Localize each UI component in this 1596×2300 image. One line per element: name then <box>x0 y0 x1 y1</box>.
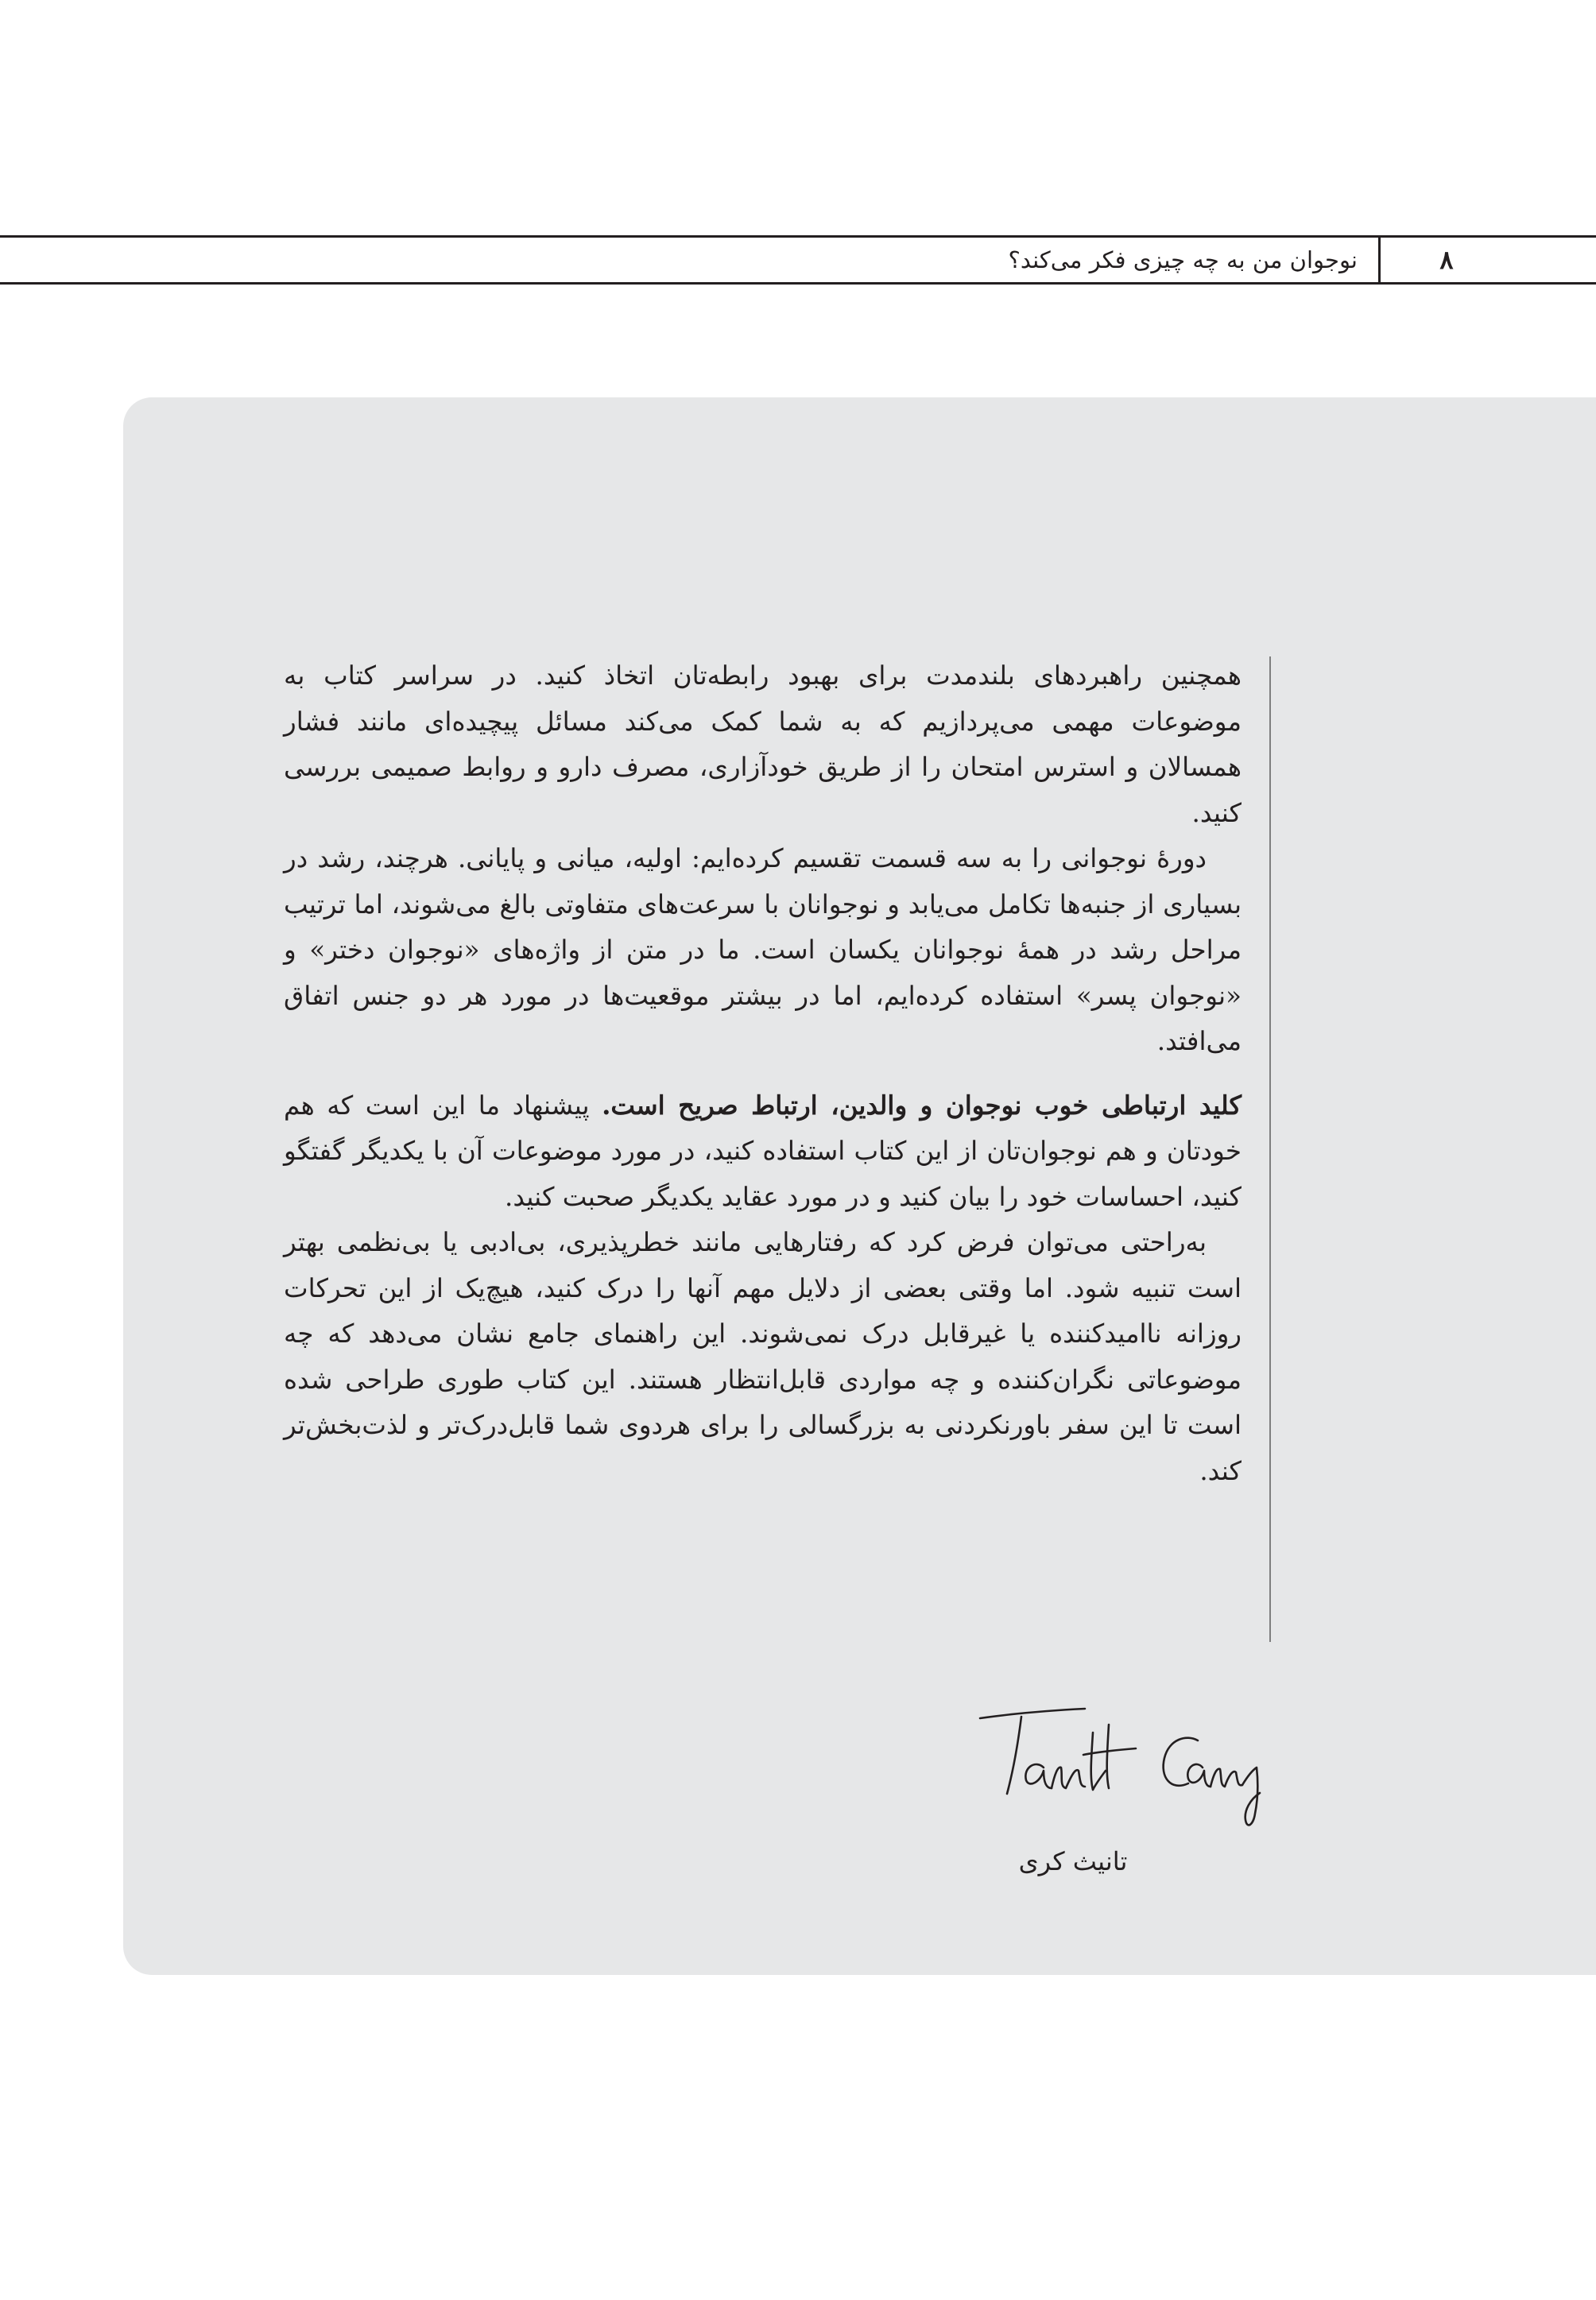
paragraph-2: دورهٔ نوجوانی را به سه قسمت تقسیم کرده‌ایم: اولیه، میانی و پایانی. هرچند، رشد در بسیاری از جنبه‌ها تکامل می‌یابد و نوجوانان با سرعت‌های متفاوتی بالغ می‌شوند، اما ترتیب مراحل رشد در همهٔ نوجوانان یکسان است. ما در متن از واژه‌های «نوجوان دختر» و «نوجوان پسر» استفاده کرده‌ایم، اما در بیشتر موقعیت‌ها در مورد هر دو جنس اتفاق می‌افتد. <box>284 843 1242 1056</box>
header-divider <box>1378 238 1381 282</box>
author-name: تانیث کری <box>1018 1846 1128 1876</box>
running-header-title: نوجوان من به چه چیزی فکر می‌کند؟ <box>1008 246 1358 273</box>
paragraph-1: همچنین راهبردهای بلندمدت برای بهبود رابطه‌تان اتخاذ کنید. در سراسر کتاب به موضوعات مهمی می‌پردازیم که به شما کمک می‌کند مسائل پیچیده‌ای مانند فشار همسالان و استرس امتحان را از طریق خودآزاری، مصرف دارو و روابط صمیمی بررسی کنید. <box>284 660 1242 828</box>
paragraph-3-body: پیشنهاد ما این است که هم خودتان و هم نوجوان‌تان از این کتاب استفاده کنید، در مورد موضوعات آن با یکدیگر گفتگو کنید، احساسات خود را بیان کنید و در مورد عقاید یکدیگر صحبت کنید. <box>284 1090 1242 1212</box>
paragraph-4: به‌راحتی می‌توان فرض کرد که رفتارهایی مانند خطرپذیری، بی‌ادبی یا بی‌نظمی بهتر است تنبیه شود. اما وقتی بعضی از دلایل مهم آنها را درک کنید، هیچ‌یک از این تحرکات روزانه ناامیدکننده یا غیرقابل درک نمی‌شوند. این راهنمای جامع نشان می‌دهد که چه موضوعاتی نگران‌کننده و چه مواردی قابل‌انتظار هستند. این کتاب طوری طراحی شده است تا این سفر باورنکردنی به بزرگسالی را برای هردوی شما قابل‌درک‌تر و لذت‌بخش‌تر کند. <box>284 1227 1242 1486</box>
margin-rule <box>1269 656 1271 1642</box>
page-number: ۸ <box>1439 245 1454 275</box>
intro-text <box>284 653 1242 1494</box>
running-header <box>0 235 1596 285</box>
paragraph-3-lead: کلید ارتباطی خوب نوجوان و والدین، ارتباط صریح است. <box>602 1089 1242 1121</box>
author-signature <box>966 1694 1272 1833</box>
paragraph-3 <box>284 1082 1242 1221</box>
